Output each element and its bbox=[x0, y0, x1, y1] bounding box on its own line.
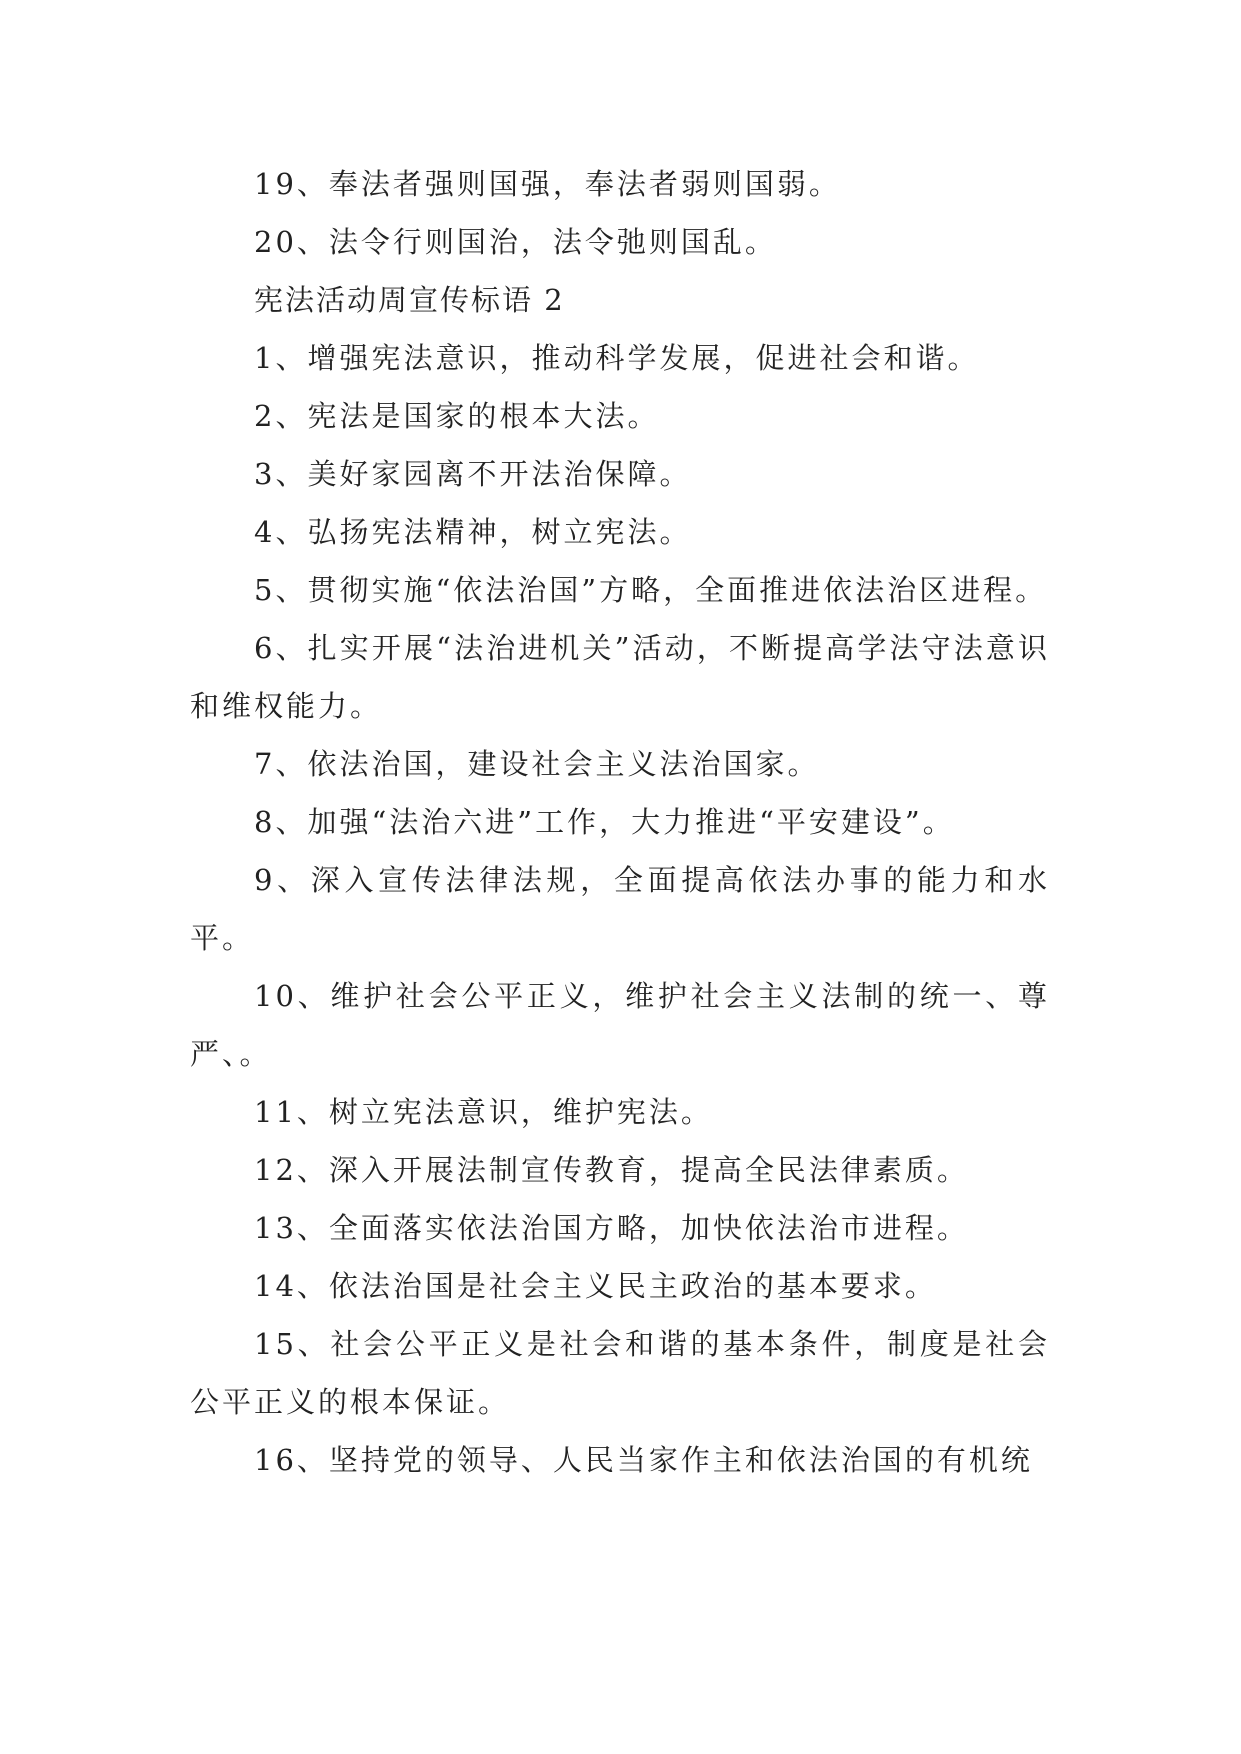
paragraph-20: 20、法令行则国治，法令弛则国乱。 bbox=[254, 225, 777, 259]
paragraph-5: 5、贯彻实施“依法治国”方略，全面推进依法治区进程。 bbox=[254, 573, 1048, 607]
paragraph-16: 16、坚持党的领导、人民当家作主和依法治国的有机统 bbox=[254, 1443, 1033, 1477]
paragraph-8: 8、加强“法治六进”工作，大力推进“平安建设”。 bbox=[254, 805, 955, 839]
paragraph-15: 15、社会公平正义是社会和谐的基本条件，制度是社会公平正义的根本保证。 bbox=[190, 1327, 1050, 1419]
paragraph-3: 3、美好家园离不开法治保障。 bbox=[254, 457, 692, 491]
paragraph-10: 10、维护社会公平正义，维护社会主义法制的统一、尊严、。 bbox=[190, 979, 1050, 1071]
paragraph-11: 11、树立宪法意识，维护宪法。 bbox=[254, 1095, 713, 1129]
paragraph-6: 6、扎实开展“法治进机关”活动，不断提高学法守法意识和维权能力。 bbox=[190, 631, 1050, 723]
paragraph-12: 12、深入开展法制宣传教育，提高全民法律素质。 bbox=[254, 1153, 969, 1187]
section-heading: 宪法活动周宣传标语 2 bbox=[254, 283, 565, 317]
paragraph-4: 4、弘扬宪法精神，树立宪法。 bbox=[254, 515, 692, 549]
paragraph-2: 2、宪法是国家的根本大法。 bbox=[254, 399, 660, 433]
paragraph-13: 13、全面落实依法治国方略，加快依法治市进程。 bbox=[254, 1211, 969, 1245]
paragraph-9: 9、深入宣传法律法规，全面提高依法办事的能力和水平。 bbox=[190, 863, 1050, 955]
paragraph-1: 1、增强宪法意识，推动科学发展，促进社会和谐。 bbox=[254, 341, 980, 375]
paragraph-19: 19、奉法者强则国强，奉法者弱则国弱。 bbox=[254, 167, 841, 201]
paragraph-14: 14、依法治国是社会主义民主政治的基本要求。 bbox=[254, 1269, 937, 1303]
paragraph-7: 7、依法治国，建设社会主义法治国家。 bbox=[254, 747, 820, 781]
document-body bbox=[190, 155, 1050, 1489]
